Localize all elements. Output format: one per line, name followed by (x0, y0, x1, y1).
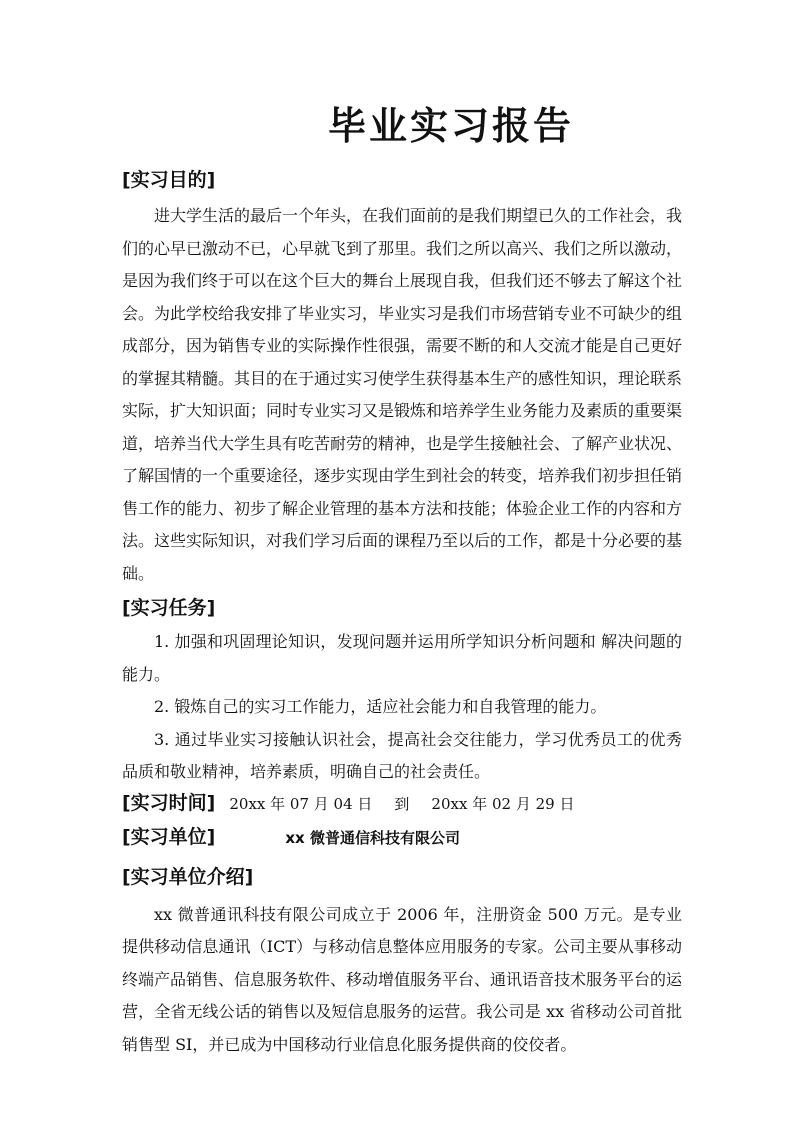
section-heading-unit: [实习单位] (122, 825, 216, 848)
section-heading-purpose: [实习目的] (122, 169, 216, 191)
intro-paragraph: xx 微普通讯科技有限公司成立于 2006 年，注册资金 500 万元。是专业提供移动信息通讯（ICT）与移动信息整体应用服务的专家。公司主要从事移动终端产品销售、信息服务软件、移动增值服务平台、通讯语音技术服务平台的运营，全省无线公话的销售以及短信息服务的运营。我公司是 xx 省移动公司首批销售型 SI，并已成为中国移动行业信息化服务提供商的佼佼者。 (122, 904, 683, 1054)
task-item: 1. 加强和巩固理论知识，发现问题并运用所学知识分析问题和 解决问题的能力。 (122, 632, 682, 684)
time-end: 20xx 年 02 月 29 日 (431, 794, 575, 813)
task-item: 2. 锻炼自己的实习工作能力，适应社会能力和自我管理的能力。 (154, 697, 607, 716)
time-start: 20xx 年 07 月 04 日 (229, 794, 373, 813)
time-separator: 到 (394, 794, 410, 813)
section-heading-intro: [实习单位介绍] (122, 865, 254, 888)
section-heading-tasks: [实习任务] (122, 597, 216, 619)
unit-name: xx 微普通信科技有限公司 (285, 828, 460, 847)
task-item: 3. 通过毕业实习接触认识社会，提高社会交往能力，学习优秀员工的优秀品质和敬业精神，培养素质，明确自己的社会责任。 (122, 729, 682, 781)
purpose-paragraph: 进大学生活的最后一个年头，在我们面前的是我们期望已久的工作社会，我们的心早已激动不已，心早就飞到了那里。我们之所以高兴、我们之所以激动，是因为我们终于可以在这个巨大的舞台上展现自我，但我们还不够去了解这个社会。为此学校给我安排了毕业实习，毕业实习是我们市场营销专业不可缺少的组成部分，因为销售专业的实际操作性很强，需要不断的和人交流才能是自己更好的掌握其精髓。其目的在于通过实习使学生获得基本生产的感性知识，理论联系实际，扩大知识面；同时专业实习又是锻炼和培养学生业务能力及素质的重要渠道，培养当代大学生具有吃苦耐劳的精神，也是学生接触社会、了解产业状况、了解国情的一个重要途径，逐步实现由学生到社会的转变，培养我们初步担任销售工作的能力、初步了解企业管理的基本方法和技能；体验企业工作的内容和方法。这些实际知识，对我们学习后面的课程乃至以后的工作，都是十分必要的基础。 (122, 206, 683, 583)
internship-unit-row (122, 823, 682, 851)
document-title: 毕业实习报告 (328, 104, 575, 148)
section-heading-time: [实习时间] (122, 791, 216, 814)
internship-time-row (122, 789, 682, 817)
